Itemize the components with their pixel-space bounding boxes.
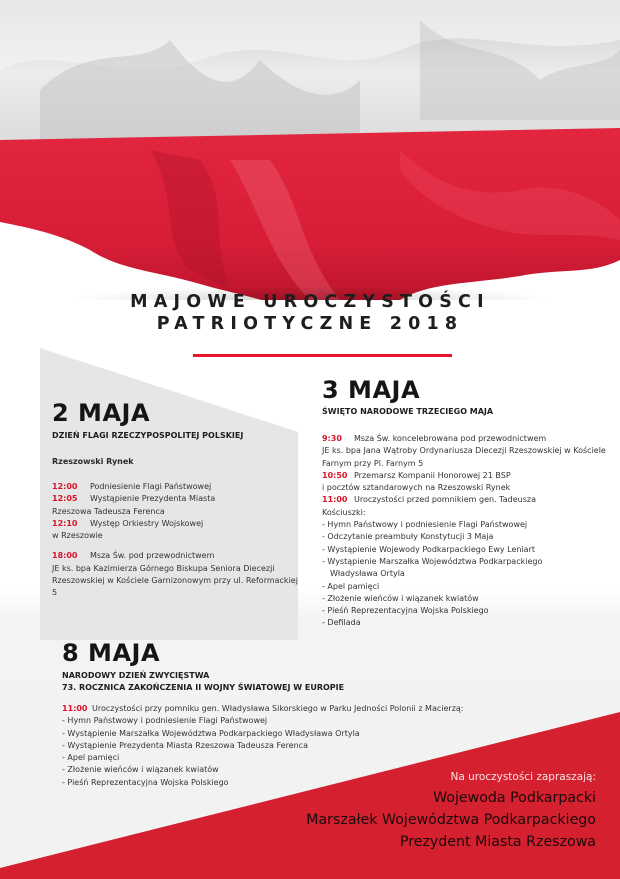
- program-item: - Apel pamięci: [322, 581, 380, 591]
- day-2-place: Rzeszowski Rynek: [52, 457, 134, 466]
- event-item: [52, 493, 302, 518]
- program-item: - Złożenie wieńców i wiązanek kwiatów: [322, 593, 479, 603]
- program-item: - Hymn Państwowy i podniesienie Flagi Państwowej: [322, 520, 528, 530]
- host-name: Wojewoda Podkarpacki: [433, 790, 596, 806]
- day-8-subtitle: [62, 670, 482, 693]
- day-8-heading: 8 MAJA: [62, 639, 161, 667]
- host-name: Prezydent Miasta Rzeszowa: [399, 834, 596, 850]
- day-3-events: [322, 433, 612, 630]
- event-text: Przemarsz Kompanii Honorowej 21 BSP: [354, 470, 511, 480]
- program-item: Władysława Ortyla: [330, 569, 405, 579]
- event-item: [52, 518, 302, 543]
- event-text: Msza Św. pod przewodnictwem: [90, 551, 215, 561]
- event-item: [52, 550, 302, 599]
- day-2-events: [52, 481, 302, 600]
- event-item: [322, 470, 612, 495]
- program-item: - Wystąpienie Wojewody Podkarpackiego Ewy Leniart: [322, 544, 535, 554]
- event-time: 12:10: [52, 518, 78, 528]
- event-text: Uroczystości przed pomnikiem gen. Tadeusza: [354, 495, 536, 505]
- day-3-heading: 3 MAJA: [322, 376, 421, 404]
- event-text: Msza Św. koncelebrowana pod przewodnictwem: [354, 434, 547, 443]
- program-item: - Wystąpienie Prezydenta Miasta Rzeszowa Tadeusza Ferenca: [62, 740, 308, 750]
- event-item: [62, 703, 582, 715]
- event-text-cont: w Rzeszowie: [52, 531, 103, 541]
- program-item: - Pieśń Reprezentacyjna Wojska Polskiego: [322, 606, 489, 616]
- program-item: - Defilada: [322, 618, 361, 628]
- event-item: [322, 494, 612, 519]
- day-8-subtitle-line-1: NARODOWY DZIEŃ ZWYCIĘSTWA: [62, 671, 210, 680]
- event-text-cont: JE ks. bpa Jana Wątroby Ordynariusza Diecezji Rzeszowskiej w Kościele Farnym przy Pl. Farnym 5: [322, 446, 606, 468]
- event-time: 12:00: [52, 482, 78, 491]
- title-line-1: MAJOWE UROCZYSTOŚCI: [130, 292, 490, 312]
- event-time: 18:00: [52, 551, 78, 561]
- day-2-subtitle: DZIEŃ FLAGI RZECZYPOSPOLITEJ POLSKIEJ: [52, 431, 244, 440]
- event-text-cont: i pocztów sztandarowych na Rzeszowski Rynek: [322, 483, 511, 493]
- event-time: 11:00: [62, 704, 88, 713]
- event-text-cont: JE ks. bpa Kazimierza Górnego Biskupa Seniora Diecezji Rzeszowskiej w Kościele Garnizonowym przy ul. Reformackiej 5: [52, 563, 298, 598]
- program-item: - Odczytanie preambuły Konstytucji 3 Maja: [322, 532, 494, 542]
- program-item: - Wystąpienie Marszałka Województwa Podkarpackiego: [322, 556, 543, 566]
- day-8-subtitle-line-2: 73. ROCZNICA ZAKOŃCZENIA II WOJNY ŚWIATOWEJ W EUROPIE: [62, 682, 345, 692]
- event-time: 11:00: [322, 495, 348, 505]
- title-line-2: PATRIOTYCZNE 2018: [156, 314, 464, 334]
- program-item: - Pieśń Reprezentacyjna Wojska Polskiego: [62, 777, 229, 787]
- invitation-lead: Na uroczystości zapraszają:: [450, 771, 596, 783]
- program-item: - Wystąpienie Marszałka Województwa Podkarpackiego Władysława Ortyla: [62, 728, 360, 738]
- event-time: 9:30: [322, 434, 342, 443]
- event-text-cont: Kościuszki:: [322, 507, 366, 517]
- event-item: [52, 481, 302, 493]
- program-item: - Złożenie wieńców i wiązanek kwiatów: [62, 765, 219, 775]
- event-text: Występ Orkiestry Wojskowej: [90, 518, 204, 528]
- program-item: - Hymn Państwowy i podniesienie Flagi Państwowej: [62, 716, 268, 726]
- invitation-block: [306, 771, 596, 853]
- event-item: [322, 433, 612, 470]
- host-name: Marszałek Województwa Podkarpackiego: [306, 812, 596, 828]
- event-text: Uroczystości przy pomniku gen. Władysława Sikorskiego w Parku Jedności Polonii z Macierzą:: [92, 704, 464, 713]
- day-2-heading: 2 MAJA: [52, 399, 151, 427]
- event-text: Podniesienie Flagi Państwowej: [90, 482, 212, 491]
- event-text-cont: Rzeszowa Tadeusza Ferenca: [52, 506, 165, 516]
- event-time: 10:50: [322, 470, 348, 480]
- program-item: - Apel pamięci: [62, 753, 120, 763]
- event-text: Wystąpienie Prezydenta Miasta: [90, 494, 216, 504]
- day-3-subtitle: ŚWIĘTO NARODOWE TRZECIEGO MAJA: [322, 407, 494, 416]
- event-time: 12:05: [52, 494, 78, 504]
